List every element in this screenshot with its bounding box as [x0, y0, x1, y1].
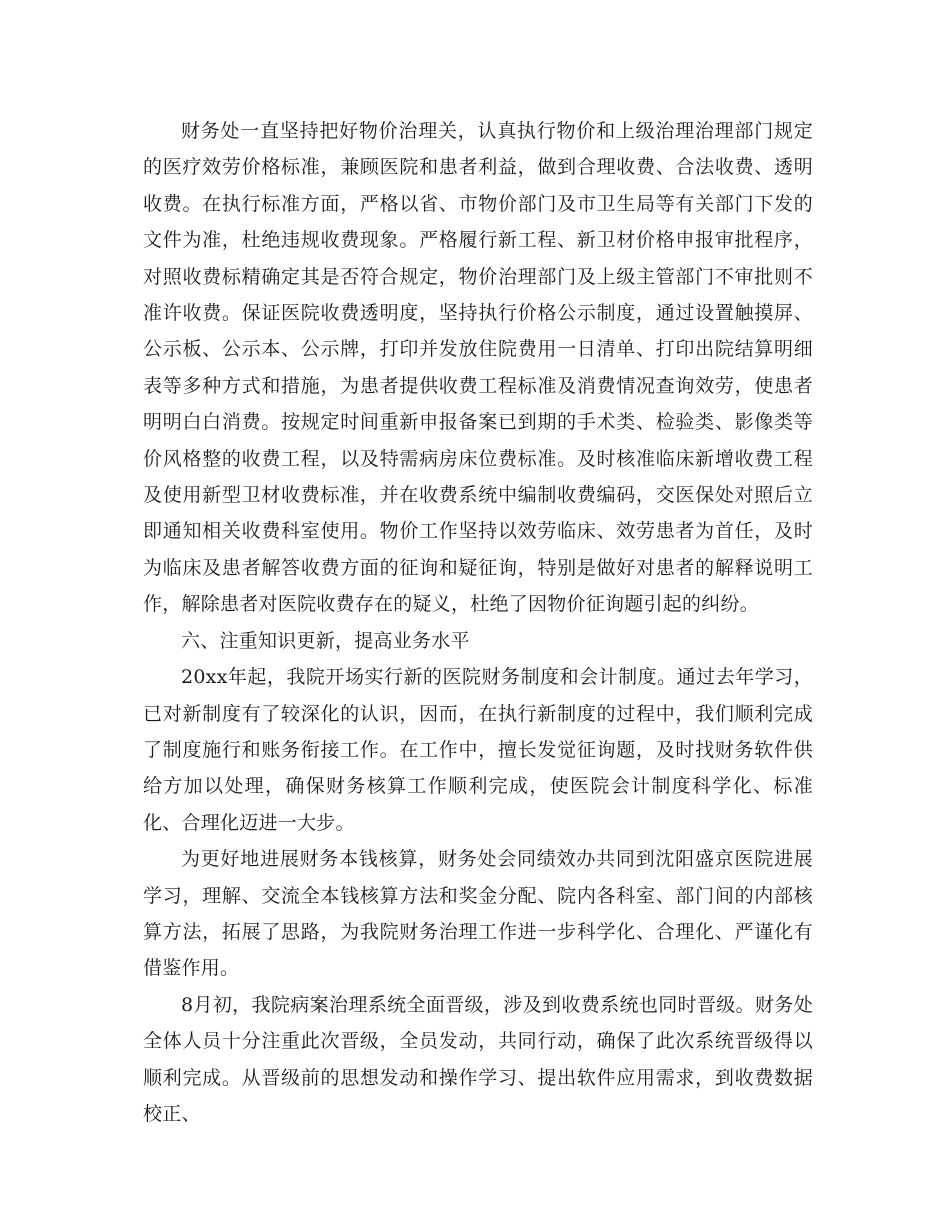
paragraph-new-accounting-system: 20xx年起，我院开场实行新的医院财务制度和会计制度。通过去年学习，已对新制度有了较深化的认识，因而，在执行新制度的过程中，我们顺利完成了制度施行和账务衔接工作。在工作中，擅长发觉征询题，及时找财务软件供给方加以处理，确保财务核算工作顺利完成，使医院会计制度科学化、标准化、合理化迈进一大步。 — [143, 666, 813, 834]
paragraph-system-upgrade: 8月初，我院病案治理系统全面晋级，涉及到收费系统也同时晋级。财务处全体人员十分注重此次晋级，全员发动，共同行动，确保了此次系统晋级得以顺利完成。从晋级前的思想发动和操作学习、提出软件应用需求，到收费数据校正、 — [143, 993, 813, 1125]
section-heading-six: 六、注重知识更新，提高业务水平 — [181, 629, 470, 652]
paragraph-cost-accounting-study: 为更好地进展财务本钱核算，财务处会同绩效办共同到沈阳盛京医院进展学习，理解、交流全本钱核算方法和奖金分配、院内各科室、部门间的内部核算方法，拓展了思路，为我院财务治理工作进一步科学化、合理化、严谨化有借鉴作用。 — [143, 848, 813, 980]
document-body — [143, 113, 813, 1132]
paragraph-price-management: 财务处一直坚持把好物价治理关，认真执行物价和上级治理治理部门规定的医疗效劳价格标准，兼顾医院和患者利益，做到合理收费、合法收费、透明收费。在执行标准方面，严格以省、市物价部门及市卫生局等有关部门下发的文件为准，杜绝违规收费现象。严格履行新工程、新卫材价格申报审批程序，对照收费标精确定其是否符合规定，物价治理部门及上级主管部门不审批则不准许收费。保证医院收费透明度，坚持执行价格公示制度，通过设置触摸屏、公示板、公示本、公示牌，打印并发放住院费用一日清单、打印出院结算明细表等多种方式和措施，为患者提供收费工程标准及消费情况查询效劳，使患者明明白白消费。按规定时间重新申报备案已到期的手术类、检验类、影像类等价风格整的收费工程，以及特需病房床位费标准。及时核准临床新增收费工程及使用新型卫材收费标准，并在收费系统中编制收费编码，交医保处对照后立即通知相关收费科室使用。物价工作坚持以效劳临床、效劳患者为首任，及时为临床及患者解答收费方面的征询和疑征询，特别是做好对患者的解释说明工作，解除患者对医院收费存在的疑义，杜绝了因物价征询题引起的纠纷。 — [143, 120, 813, 616]
